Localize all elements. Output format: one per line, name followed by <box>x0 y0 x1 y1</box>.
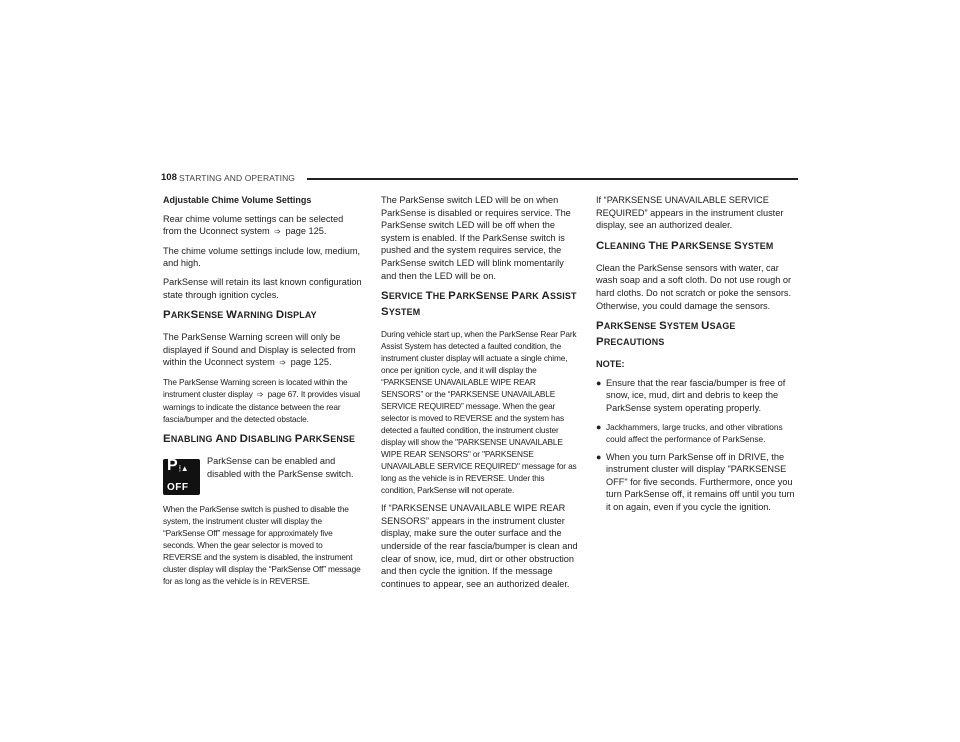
paragraph-text: Rear chime volume settings can be selected from the Uconnect system <box>163 213 344 237</box>
paragraph: Clean the ParkSense sensors with water, car wash soap and a soft cloth. Do not use rough or hard cloths. Do not scratch or poke the sensors. Otherwise, you could damage the sensors. <box>596 262 792 311</box>
page-header <box>161 172 798 186</box>
heading-parksense-warning-display: PARKSENSE WARNING DISPLAY <box>163 309 317 322</box>
paragraph: The ParkSense switch LED will be on when ParkSense is disabled or requires service. The ParkSense switch LED will be off when the system is enabled. If the ParkSense switch is pushed and the system requires service, the ParkSense switch LED will blink momentarily and then the LED will be on. <box>381 195 571 281</box>
list-item: ● Ensure that the rear fascia/bumper is free of snow, ice, mud, dirt and debris to keep the ParkSense system operating properly. <box>596 377 786 413</box>
paragraph <box>163 376 363 425</box>
page-reference-link[interactable]: page 67. <box>267 388 299 399</box>
bullet-list <box>596 377 800 514</box>
paragraph: The chime volume settings include low, medium, and high. <box>163 245 361 269</box>
heading-service-parksense: SERVICE THE PARKSENSE PARK ASSIST SYSTEM <box>381 290 577 319</box>
paragraph-text: The ParkSense Warning screen will only be displayed if Sound and Display is selected from within the Uconnect system <box>163 332 356 368</box>
icon-paragraph <box>163 455 363 497</box>
parksense-off-icon: P ⦙▲ OFF <box>163 459 200 495</box>
arrow-right-icon: ➩ <box>274 227 281 237</box>
paragraph <box>163 213 363 239</box>
paragraph-text: ParkSense can be enabled and disabled with the ParkSense switch. <box>207 455 354 479</box>
header-rule <box>307 178 798 180</box>
bullet-icon: ● <box>596 451 602 462</box>
heading-enabling-disabling: ENABLING AND DISABLING PARKSENSE <box>163 432 356 445</box>
column-3 <box>596 194 800 520</box>
list-item: ● When you turn ParkSense off in DRIVE, the instrument cluster will display "PARKSENSE OFF" for five seconds. Furthermore, once you turn ParkSense off, it remains off until you turn it on again, even if you cycle the ignition. <box>596 451 795 512</box>
paragraph: If “PARKSENSE UNAVAILABLE SERVICE REQUIRED” appears in the instrument cluster display, see an authorized dealer. <box>596 195 784 231</box>
paragraph: ParkSense will retain its last known configuration state through ignition cycles. <box>163 276 362 300</box>
page-reference-link[interactable]: page 125. <box>290 357 332 368</box>
note-label: NOTE: <box>596 359 625 370</box>
paragraph <box>163 331 363 370</box>
paragraph: During vehicle start up, when the ParkSense Rear Park Assist System has detected a faulted condition, the instrument cluster display will actuate a single chime, once per ignition cycle, and it will display the “PARKSENSE UNAVAILABLE WIPE REAR SENSORS” or the “PARKSENSE UNAVAILABLE SERVICE REQUIRED” message. When the gear selector is moved to REVERSE and the system has detected a faulted condition, the instrument cluster display will show the "PARKSENSE UNAVAILABLE WIPE REAR SENSORS" or "PARKSENSE UNAVAILABLE SERVICE REQUIRED" message for as long as the vehicle is in REVERSE. Under this condition, ParkSense will not operate. <box>381 329 577 496</box>
page-number: 108 <box>161 172 177 183</box>
section-title: STARTING AND OPERATING <box>179 173 296 183</box>
heading-cleaning-parksense: CLEANING THE PARKSENSE SYSTEM <box>596 239 774 252</box>
paragraph-text: The ParkSense Warning screen is located within the instrument cluster display <box>163 376 348 399</box>
column-1 <box>163 194 363 593</box>
heading-usage-precautions: PARKSENSE SYSTEM USAGE PRECAUTIONS <box>596 320 736 349</box>
paragraph: When the ParkSense switch is pushed to disable the system, the instrument cluster will display the “ParkSense Off” message for approximately five seconds. When the gear selector is moved to REVERSE and the system is disabled, the instrument cluster display will display the “ParkSense Off” message for as long as the vehicle is in REVERSE. <box>163 503 361 586</box>
paragraph-text: It provides visual warnings to indicate the distance between the rear fascia/bumper and the detected obstacle. <box>163 388 360 424</box>
list-item: ● Jackhammers, large trucks, and other vibrations could affect the performance of ParkSense. <box>596 421 783 444</box>
page-reference-link[interactable]: page 125. <box>285 226 327 237</box>
paragraph: If “PARKSENSE UNAVAILABLE WIPE REAR SENSORS” appears in the instrument cluster display, make sure the outer surface and the underside of the rear fascia/bumper is clean and clear of snow, ice, mud, dirt or other obstruction and then cycle the ignition. If the message continues to appear, see an authorized dealer. <box>381 503 578 589</box>
subheading-chime-volume: Adjustable Chime Volume Settings <box>163 195 312 205</box>
column-2 <box>381 194 579 596</box>
bullet-icon: ● <box>596 377 602 388</box>
bullet-icon: ● <box>596 421 602 432</box>
arrow-right-icon: ➩ <box>279 358 287 368</box>
arrow-right-icon: ➩ <box>256 389 264 399</box>
